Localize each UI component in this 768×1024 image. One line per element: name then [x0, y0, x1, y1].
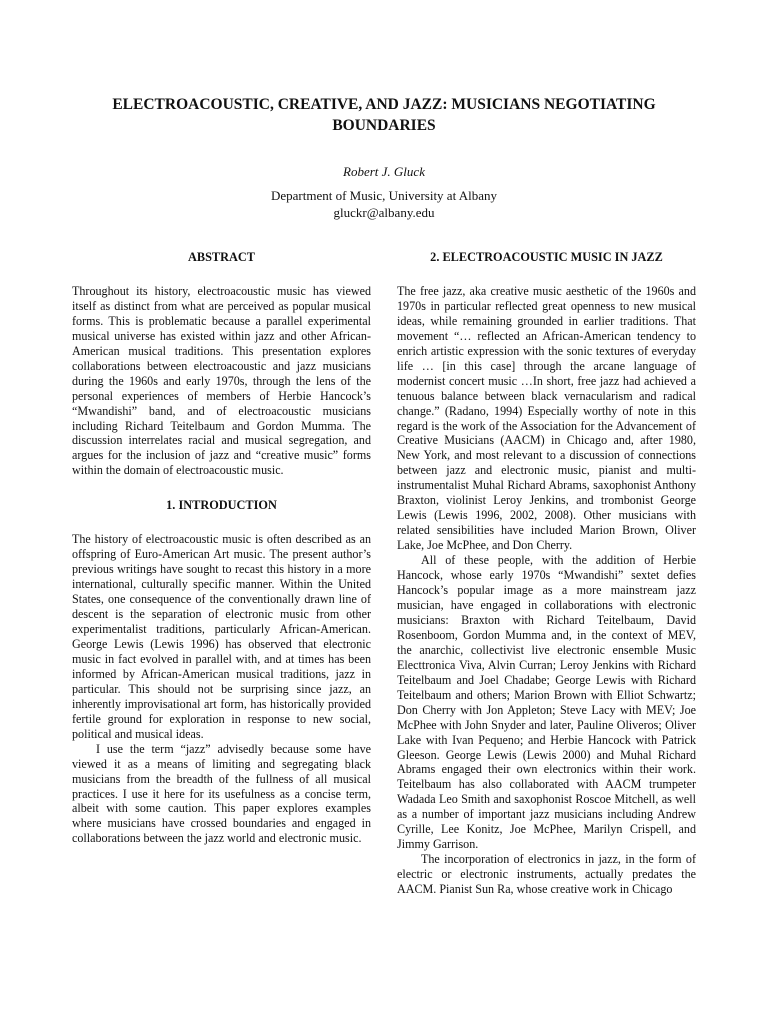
section-2-paragraph-3: The incorporation of electronics in jazz, in the form of electric or electronic instruments, actually predates the AACM. Pianist Sun Ra, whose creative work in Chicago [397, 852, 696, 897]
right-column [397, 250, 696, 897]
affiliation-block [0, 187, 768, 221]
abstract-heading: ABSTRACT [188, 250, 255, 264]
section-2-heading: 2. ELECTROACOUSTIC MUSIC IN JAZZ [430, 250, 663, 264]
paper-title: ELECTROACOUSTIC, CREATIVE, AND JAZZ: MUSICIANS NEGOTIATING BOUNDARIES [112, 96, 656, 134]
introduction-paragraph-1: The history of electroacoustic music is often described as an offspring of Euro-American Art music. The present author’s previous writings have sought to recast this history in a more international, culturally specific manner. Within the United States, one consequence of the conventionally drawn line of descent is the separation of electronic music from other experimentalist traditions, particularly African-American. George Lewis (Lewis 1996) has observed that electronic music in fact evolved in parallel with, and at times has been informed by African-American musical traditions, jazz in particular. This should not be surprising since jazz, an inherently improvisational art form, has historically provided fertile ground for exploration in response to new social, political and musical ideas. [72, 532, 371, 741]
abstract-text: Throughout its history, electroacoustic music has viewed itself as distinct from what are perceived as popular musical forms. This is problematic because a parallel experimental musical universe has existed within jazz and other African-American musical traditions. This presentation explores collaborations between electroacoustic and jazz musicians during the 1960s and early 1970s, through the lens of the personal experiences of members of Herbie Hancock’s “Mwandishi” band, and of electroacoustic musicians including Richard Teitelbaum and Gordon Mumma. The discussion interrelates racial and musical segregation, and argues for the inclusion of jazz and “creative music” forms within the domain of electroacoustic music. [72, 283, 371, 478]
introduction-heading: 1. INTRODUCTION [166, 498, 277, 513]
introduction-paragraph-2: I use the term “jazz” advisedly because some have viewed it as a means of limiting and segregating black musicians from the breadth of the fullness of all musical practices. I use it here for its usefulness as a concise term, albeit with some caution. This paper explores examples where musicians have crossed boundaries and engaged in collaborations between the jazz world and electronic music. [72, 741, 371, 846]
left-column [72, 250, 371, 846]
affiliation: Department of Music, University at Albany [270, 188, 497, 203]
author-email: gluckr@albany.edu [333, 205, 435, 220]
section-2-paragraph-2: All of these people, with the addition of Herbie Hancock, whose early 1970s “Mwandishi” sextet defies Hancock’s popular image as a more mainstream jazz musician, have engaged in collaborations with electronic musicians: Braxton with Richard Teitelbaum, David Rosenboom, Gordon Mumma and, in the context of MEV, the anarchic, collectivist live electronic ensemble Music Electtronica Viva, Alvin Curran; Leroy Jenkins with Richard Teitelbaum and Joel Chadabe; George Lewis with Richard Teitelbaum and others; Marion Brown with Elliot Schwartz; Don Cherry with Jon Appleton; Steve Lacy with MEV; Joe McPhee with John Snyder and later, Pauline Oliveros; Oliver Lake with Ivan Pequeno; and Herbie Hancock with Patrick Gleeson. George Lewis (Lewis 2000) and Muhal Richard Abrams engaged their own electronics within their work. Teitelbaum has also collaborated with AACM trumpeter Wadada Leo Smith and saxophonist Roscoe Mitchell, as well as a number of important jazz musicians including Andrew Cyrille, Lee Konitz, Joe McPhee, Marilyn Crispell, and Jimmy Garrison. [397, 553, 696, 852]
author-name: Robert J. Gluck [343, 164, 425, 179]
section-2-paragraph-1: The free jazz, aka creative music aesthetic of the 1960s and 1970s in particular reflected great openness to new musical ideas, while remaining grounded in earlier traditions. That movement “… reflected an African-American tendency to enrich artistic expression with the sonic textures of everyday life … [in this case] through the arcane language of modernist concert music …In short, free jazz had achieved a tenuous balance between black vernacularism and radical change.” (Radano, 1994) Especially worthy of note in this regard is the work of the Association for the Advancement of Creative Musicians (AACM) in Chicago and, after 1980, New York, and most relevant to a discussion of connections between jazz and electronic music, pianist and multi-instrumentalist Muhal Richard Abrams, saxophonist Anthony Braxton, violinist Leroy Jenkins, and trombonist George Lewis (Lewis 1996, 2002, 2008). Other musicians with related sensibilities have included Marion Brown, Oliver Lake, Joe McPhee, and Don Cherry. [397, 283, 696, 553]
